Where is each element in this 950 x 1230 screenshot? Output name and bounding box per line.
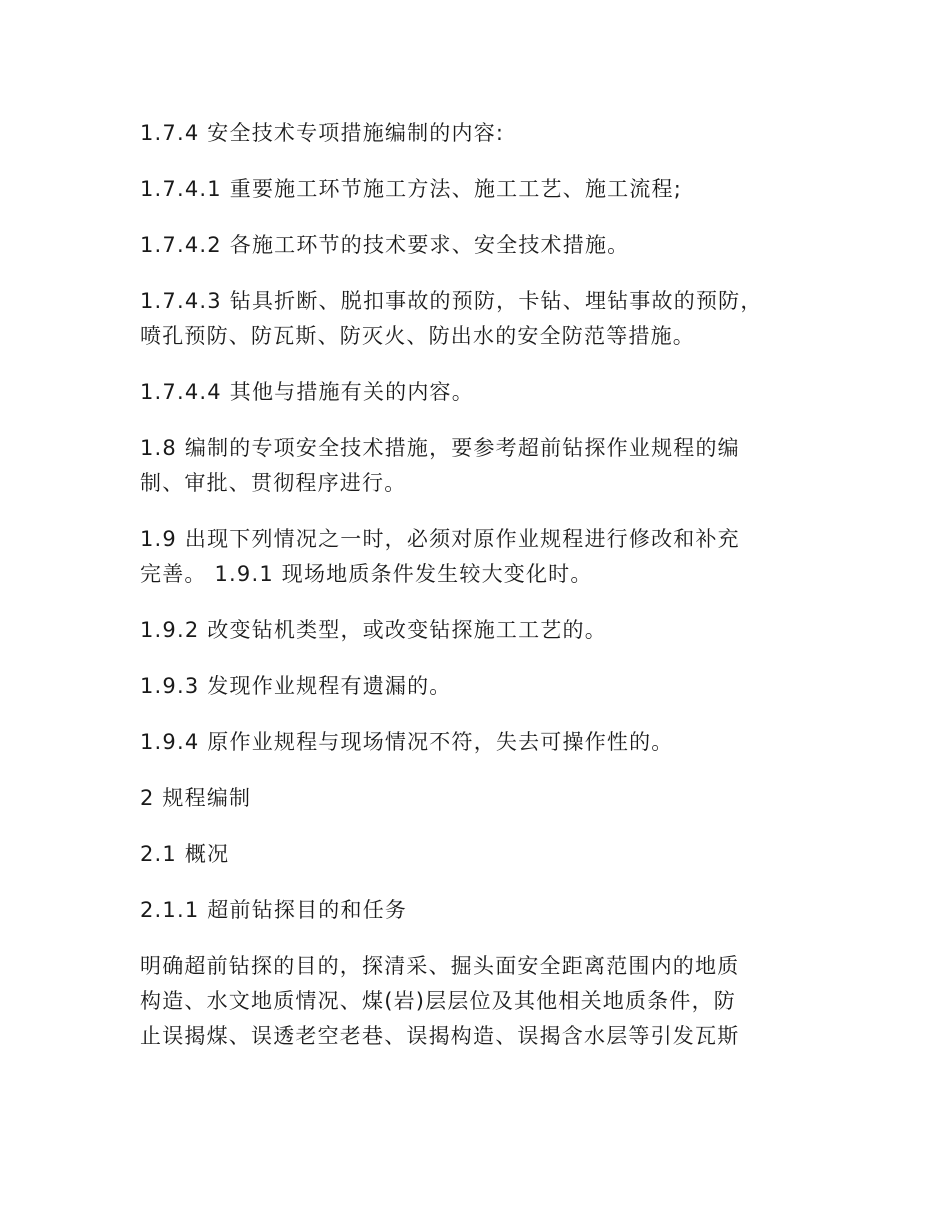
paragraph-body-text (140, 949, 830, 1054)
text-line: 2.1 概况 (140, 842, 230, 866)
text-line: 1.9 出现下列情况之一时，必须对原作业规程进行修改和补充 (140, 527, 740, 551)
text-line: 完善。 1.9.1 现场地质条件发生较大变化时。 (140, 562, 593, 586)
text-line: 1.7.4.2 各施工环节的技术要求、安全技术措施。 (140, 233, 630, 257)
text-line: 2.1.1 超前钻探目的和任务 (140, 898, 408, 922)
paragraph-1-7-4-3 (140, 284, 830, 354)
text-line: 喷孔预防、防瓦斯、防灭火、防出水的安全防范等措施。 (140, 324, 695, 348)
document-body (140, 116, 830, 1075)
paragraph-1-7-4 (140, 116, 830, 151)
text-line: 1.9.3 发现作业规程有遗漏的。 (140, 674, 452, 698)
text-line: 1.7.4.4 其他与措施有关的内容。 (140, 380, 474, 404)
section-heading-2-1-1 (140, 893, 830, 928)
section-heading-2 (140, 781, 830, 816)
text-line: 制、审批、贯彻程序进行。 (140, 471, 407, 495)
paragraph-1-7-4-1 (140, 172, 830, 207)
section-heading-2-1 (140, 837, 830, 872)
text-line: 2 规程编制 (140, 786, 252, 810)
paragraph-1-9-4 (140, 725, 830, 760)
text-line: 明确超前钻探的目的，探清采、掘头面安全距离范围内的地质 (140, 954, 740, 978)
paragraph-1-7-4-2 (140, 228, 830, 263)
text-line: 1.9.2 改变钻机类型，或改变钻探施工工艺的。 (140, 618, 607, 642)
text-line: 构造、水文地质情况、煤(岩)层层位及其他相关地质条件，防 (140, 989, 736, 1013)
paragraph-1-9-2 (140, 613, 830, 648)
text-line: 1.8 编制的专项安全技术措施，要参考超前钻探作业规程的编 (140, 436, 740, 460)
text-line: 1.7.4.3 钻具折断、脱扣事故的预防，卡钻、埋钻事故的预防， (140, 289, 763, 313)
text-line: 1.7.4.1 重要施工环节施工方法、施工工艺、施工流程; (140, 177, 683, 201)
paragraph-1-7-4-4 (140, 375, 830, 410)
text-line: 1.7.4 安全技术专项措施编制的内容: (140, 121, 505, 145)
paragraph-1-9-3 (140, 669, 830, 704)
text-line: 止误揭煤、误透老空老巷、误揭构造、误揭含水层等引发瓦斯 (140, 1024, 740, 1048)
text-line: 1.9.4 原作业规程与现场情况不符，失去可操作性的。 (140, 730, 674, 754)
paragraph-1-8 (140, 431, 830, 501)
paragraph-1-9 (140, 522, 830, 592)
